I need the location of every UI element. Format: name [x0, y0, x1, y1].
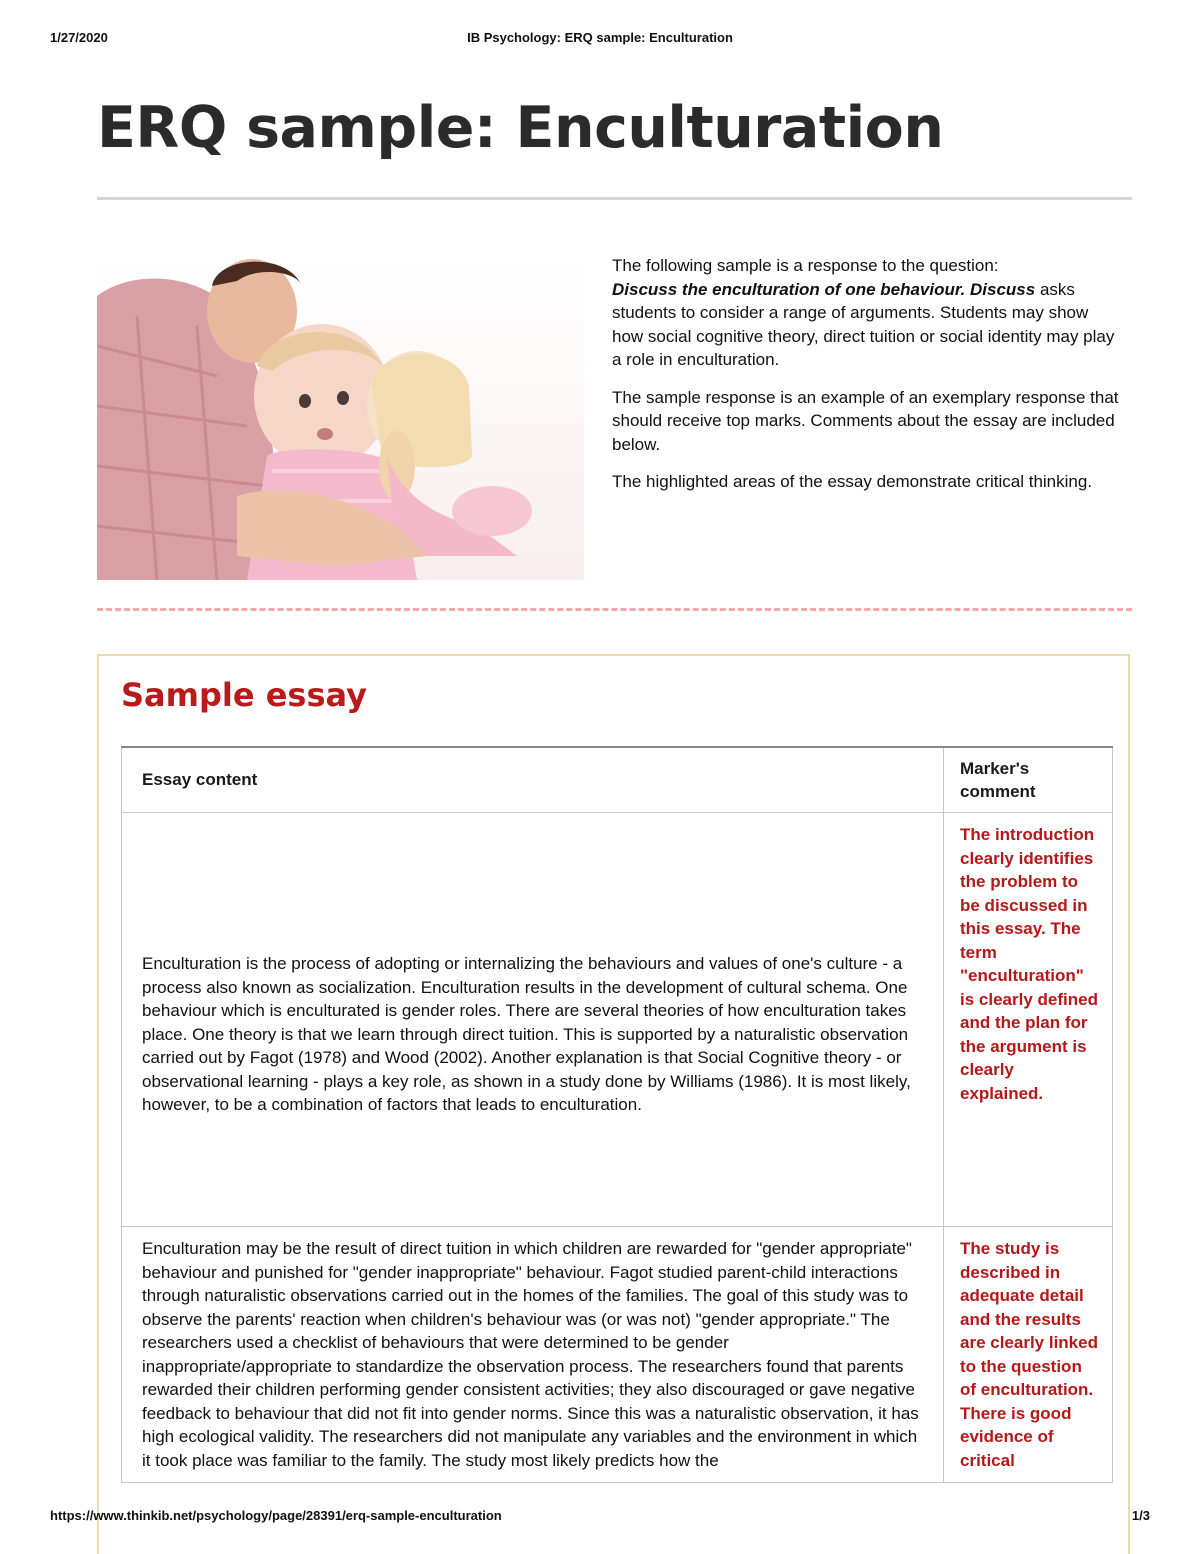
- essay-table-header: [122, 747, 1113, 813]
- table-row: [122, 1227, 1113, 1483]
- title-divider: [97, 197, 1132, 200]
- print-date: 1/27/2020: [50, 30, 108, 45]
- table-row: [122, 813, 1113, 1227]
- dashed-divider: [97, 608, 1132, 611]
- marker-comment-cell: The introduction clearly identifies the problem to be discussed in this essay. The term "enculturation" is clearly defined and the plan for the argument is clearly explained.: [944, 813, 1113, 1227]
- intro-paragraph-highlighted: The highlighted areas of the essay demonstrate critical thinking.: [612, 472, 1093, 491]
- intro-paragraph-exemplary: The sample response is an example of an exemplary response that should receive top marks. Comments about the essay are included below.: [612, 387, 1119, 454]
- page-url: https://www.thinkib.net/psychology/page/28391/erq-sample-enculturation: [50, 1508, 502, 1523]
- essay-content-cell: Enculturation may be the result of direct tuition in which children are rewarded for "gender appropriate" behaviour and punished for "gender inappropriate" behaviour. Fagot studied parent-child interactions through naturalistic observations carried out in the homes of the families. The goal of this study was to observe the parents' reaction when children's behaviour was (or was not) "gender appropriate." The researchers used a checklist of behaviours that were determined to be gender inappropriate/appropriate to standardize the observation process. The researchers found that parents rewarded their children performing gender consistent activities; they also discouraged or gave negative feedback to behaviour that did not fit into gender norms. Since this was a naturalistic observation, it has high ecological validity. The researchers did not manipulate any variables and the environment in which it took place was familiar to the family. The study most likely predicts how the: [122, 1227, 944, 1483]
- header-markers-comment: Marker's comment: [944, 747, 1113, 813]
- marker-comment-cell: The study is described in adequate detail and the results are clearly linked to the question of enculturation. There is good evidence of critical: [944, 1227, 1113, 1483]
- hero-photo-parent-baby-doll: [97, 256, 584, 580]
- page-title: ERQ sample: Enculturation: [97, 95, 944, 161]
- intro-text: [612, 254, 1124, 508]
- essay-table: [121, 746, 1113, 1483]
- page-number: 1/3: [1131, 1508, 1150, 1523]
- print-header: [50, 30, 1150, 50]
- print-document-title: IB Psychology: ERQ sample: Enculturation: [467, 30, 733, 45]
- essay-heading: Sample essay: [121, 676, 367, 714]
- essay-content-cell: Enculturation is the process of adopting or internalizing the behaviours and values of one's culture - a process also known as socialization. Enculturation results in the development of cultural schema. One behaviour which is enculturated is gender roles. There are several theories of how enculturation takes place. One theory is that we learn through direct tuition. This is supported by a naturalistic observation carried out by Fagot (1978) and Wood (2002). Another explanation is that Social Cognitive theory - or observational learning - plays a key role, as shown in a study done by Williams (1986). It is most likely, however, to be a combination of factors that leads to enculturation.: [122, 813, 944, 1227]
- intro-paragraph-question: The following sample is a response to the question: Discuss the enculturation of one behaviour. Discuss asks students to consider a range of arguments. Students may show how social cognitive theory, direct tuition or social identity may play a role in enculturation.: [612, 256, 1115, 369]
- essay-question: Discuss the enculturation of one behaviour. Discuss: [612, 279, 1036, 299]
- header-essay-content: Essay content: [122, 747, 944, 813]
- sample-essay-box: [97, 654, 1130, 1554]
